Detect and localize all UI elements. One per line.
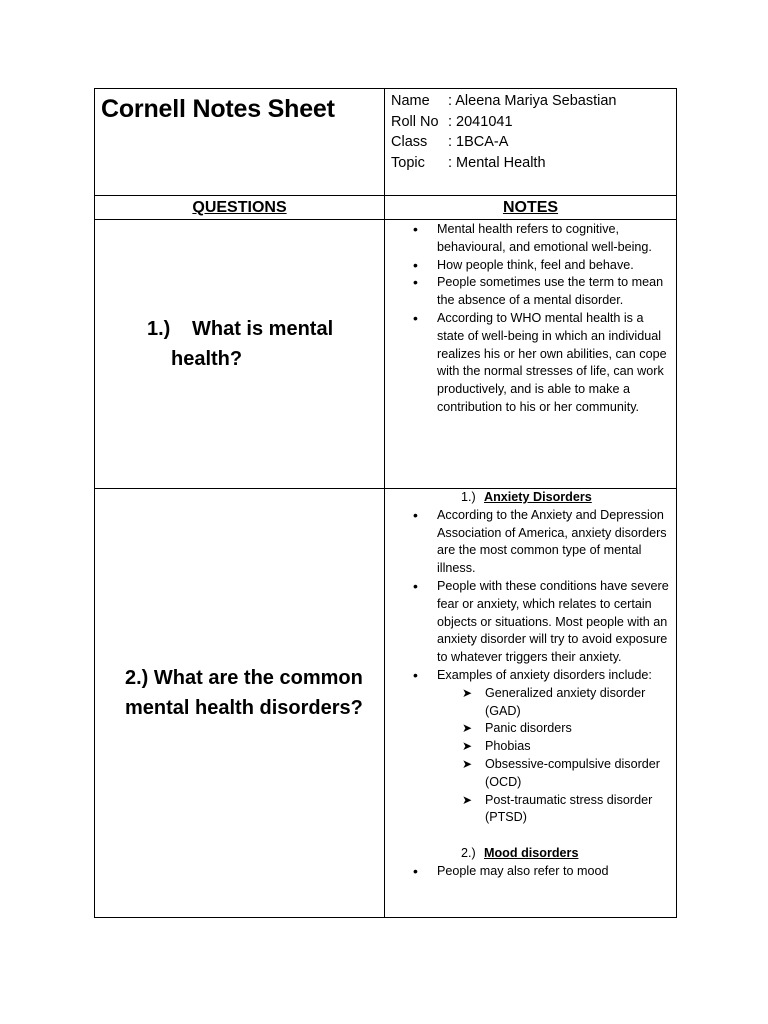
subheading-title: Mood disorders (484, 846, 579, 861)
arrow-bullet-icon: ➤ (462, 721, 473, 736)
question-1-line1: What is mental (192, 318, 334, 340)
name-value: : Aleena Mariya Sebastian (448, 93, 617, 109)
example-item (385, 738, 676, 756)
example-item (385, 792, 676, 828)
example-item (385, 720, 676, 738)
cornell-notes-table (94, 88, 677, 918)
question-2-cell (95, 489, 385, 918)
notes-1-cell (385, 220, 677, 489)
list-item: • According to WHO mental health is a state of well-being in which an individual realizes his or her own abilities, can cope with the normal stresses of life, can work productively, and is able to make a contribution to his or her community. (385, 310, 676, 417)
subheading-number: 2.) (461, 846, 476, 861)
example-item (385, 685, 676, 721)
arrow-bullet-icon: ➤ (462, 756, 473, 771)
notes-header-cell (385, 196, 677, 220)
notes-2-cell (385, 489, 677, 918)
arrow-bullet-icon: ➤ (462, 685, 473, 700)
student-info (385, 89, 676, 173)
question-1 (95, 314, 384, 374)
questions-header: QUESTIONS (192, 198, 287, 216)
title-cell (95, 89, 385, 196)
questions-header-cell (95, 196, 385, 220)
name-label: Name (391, 93, 430, 109)
notes-2 (385, 489, 676, 881)
list-item: • Mental health refers to cognitive, behavioural, and emotional well-being. (385, 221, 676, 257)
roll-value: : 2041041 (448, 113, 513, 130)
topic-value: : Mental Health (448, 154, 546, 171)
notes-header: NOTES (502, 198, 559, 216)
example-text: Generalized anxiety disorder (GAD) (485, 685, 646, 718)
example-text: Phobias (485, 739, 531, 754)
list-item: • According to the Anxiety and Depression Association of America, anxiety disorders are the most common type of mental illness. (385, 507, 676, 578)
list-item: • Examples of anxiety disorders include: (385, 667, 676, 685)
roll-row (391, 112, 676, 133)
name-row (391, 91, 676, 112)
arrow-bullet-icon: ➤ (462, 792, 473, 807)
list-item: • People sometimes use the term to mean the absence of a mental disorder. (385, 274, 676, 310)
example-text: Panic disorders (485, 721, 572, 736)
example-item (385, 756, 676, 792)
subheading-mood (385, 845, 676, 863)
subheading-title: Anxiety Disorders (484, 490, 592, 504)
question-1-number: 1.) (147, 318, 171, 340)
question-1-line2: health? (171, 348, 243, 370)
list-item: • People may also refer to mood (385, 863, 676, 881)
roll-label: Roll No (391, 113, 439, 130)
example-text: Post-traumatic stress disorder (PTSD) (485, 792, 653, 825)
sheet-title: Cornell Notes Sheet (101, 95, 335, 123)
class-value: : 1BCA-A (448, 134, 509, 150)
student-info-cell (385, 89, 677, 196)
subheading-anxiety (385, 489, 676, 507)
subheading-number: 1.) (461, 490, 476, 504)
question-1-cell (95, 220, 385, 489)
class-row (391, 132, 676, 153)
class-label: Class (391, 134, 428, 150)
list-item: • How people think, feel and behave. (385, 257, 676, 275)
arrow-bullet-icon: ➤ (462, 739, 473, 754)
list-item: • People with these conditions have severe fear or anxiety, which relates to certain objects or situations. Most people with an anxiety disorder will try to avoid exposure to whatever triggers their anxiety. (385, 578, 676, 667)
notes-1 (385, 220, 676, 417)
examples-list (385, 685, 676, 827)
topic-label: Topic (391, 154, 425, 171)
example-text: Obsessive-compulsive disorder (OCD) (485, 756, 660, 789)
topic-row (391, 153, 676, 174)
question-2: 2.) What are the common mental health disorders? (125, 667, 363, 719)
